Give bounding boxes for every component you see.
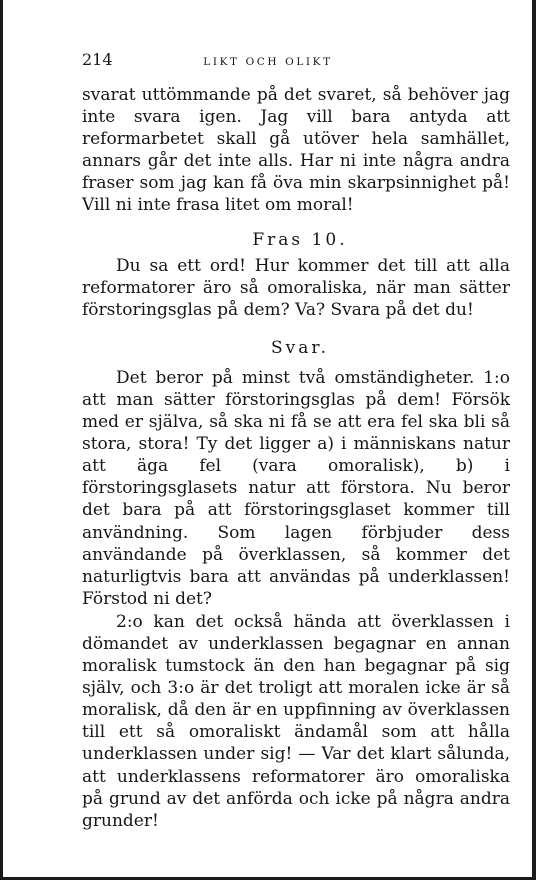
page-number: 214 bbox=[82, 50, 113, 69]
paragraph-question: Du sa ett ord! Hur kommer det till att alla reformatorer äro så omoraliska, när man sätter förstoringsglas på dem? Va? Svara på det du! bbox=[82, 255, 510, 320]
scan-left-edge bbox=[0, 0, 3, 880]
paragraph-answer-1: Det beror på minst två omständigheter. 1:o att man sätter förstoringsglas på dem! Försök med er själva, så ska ni få se att era fel ska bli så stora, stora! Ty det ligger a) i människans natur att äga fel (vara omoralisk), b) i förstoringsglasets natur att förstora. Nu beror det bara på att förstoringsglaset kommer till användning. Som lagen förbjuder dess användande på överklassen, så kommer det naturligtvis bara att användas på underklassen! Förstod ni det? bbox=[82, 367, 510, 609]
scan-right-edge bbox=[532, 0, 536, 880]
section-heading-fras-10: Fras 10. bbox=[252, 229, 348, 250]
running-head: LIKT OCH OLIKT bbox=[203, 56, 333, 68]
paragraph-answer-2: 2:o kan det också hända att överklassen i dömandet av underklassen begagnar en annan moralisk tumstock än den han begagnar på sig själv, och 3:o är det troligt att moralen icke är så moralisk, då den är en uppfinning av överklassen till ett så omoraliskt ändamål som att hålla underklassen under sig! — Var det klart sålunda, att underklassens reformatorer äro omoraliska på grund av det anförda och icke på några andra grunder! bbox=[82, 611, 510, 831]
section-heading-svar: Svar. bbox=[270, 337, 330, 358]
paragraph-continuation: svarat uttömmande på det svaret, så behöver jag inte svara igen. Jag vill bara antyda att reformarbetet skall gå utöver hela samhället, annars går det inte alls. Har ni inte några andra fraser som jag kan få öva min skarpsinnighet på! Vill ni inte frasa litet om moral! bbox=[82, 85, 510, 216]
body-text bbox=[82, 84, 510, 832]
